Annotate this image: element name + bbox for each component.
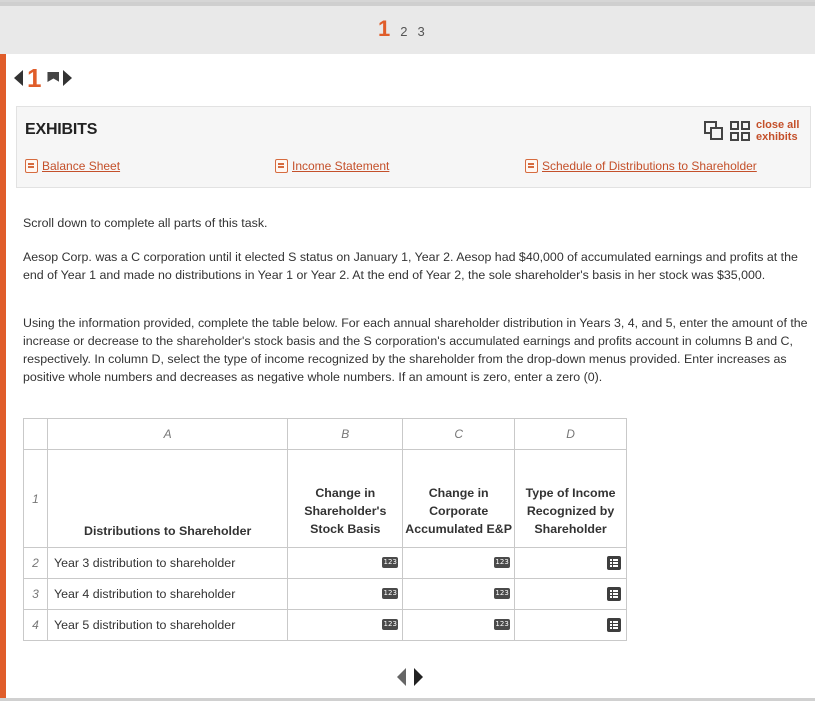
col-letter-a: A	[47, 419, 287, 450]
exhibits-panel	[16, 106, 811, 188]
income-type-dropdown[interactable]	[515, 548, 627, 579]
header-row	[24, 450, 627, 548]
dropdown-list-icon[interactable]	[607, 556, 621, 570]
row-number: 4	[24, 610, 48, 641]
exhibit-link-balance-sheet[interactable]	[25, 159, 120, 173]
tab-1[interactable]: 1	[378, 16, 391, 41]
document-icon	[525, 159, 538, 173]
income-type-dropdown[interactable]	[515, 579, 627, 610]
table-row	[24, 548, 627, 579]
corner-cell	[24, 419, 48, 450]
income-type-dropdown[interactable]	[515, 610, 627, 641]
column-letter-row	[24, 419, 627, 450]
tab-3[interactable]: 3	[417, 24, 425, 39]
grid-icon[interactable]	[730, 121, 750, 141]
numeric-input-icon: 123	[383, 558, 397, 566]
dropdown-list-icon[interactable]	[607, 587, 621, 601]
window-icon[interactable]	[704, 121, 724, 141]
numeric-input-icon: 123	[495, 558, 509, 566]
task-paragraph: Using the information provided, complete the table below. For each annual shareholder distribution in Years 3, 4, and 5, enter the amount of the increase or decrease to the shareholder's stock basis and the S corporation's accumulated earnings and profits account in columns B and C, respectively. In column D, select the type of income recognized by the shareholder from the drop-down menus provided. Enter increases as positive whole numbers and decreases as negative whole numbers. If an amount is zero, enter a zero (0).	[23, 316, 808, 384]
stock-basis-input[interactable]	[288, 548, 403, 579]
header-distributions: Distributions to Shareholder	[47, 450, 287, 548]
header-accumulated-ep: Change in Corporate Accumulated E&P	[403, 450, 515, 548]
exhibit-link-label[interactable]: Income Statement	[292, 159, 390, 173]
next-page-icon[interactable]	[414, 668, 423, 686]
next-question-icon[interactable]	[63, 70, 72, 86]
top-accent-line	[0, 2, 815, 6]
header-stock-basis: Change in Shareholder's Stock Basis	[288, 450, 403, 548]
accumulated-ep-input[interactable]	[403, 548, 515, 579]
question-nav	[14, 64, 72, 92]
col-letter-c: C	[403, 419, 515, 450]
close-all-exhibits[interactable]	[704, 119, 800, 143]
exhibit-link-schedule-distributions[interactable]	[525, 159, 757, 173]
left-accent-rule	[0, 54, 6, 701]
table-row	[24, 610, 627, 641]
flag-icon[interactable]	[47, 72, 59, 84]
row-number: 3	[24, 579, 48, 610]
facts-paragraph: Aesop Corp. was a C corporation until it elected S status on January 1, Year 2. Aesop had $40,000 of accumulated earnings and profits at the end of Year 1 and made no distributions in Year 1 or Year 2. At the end of Year 2, the sole shareholder's basis in her stock was $35,000.	[23, 250, 798, 282]
col-letter-d: D	[515, 419, 627, 450]
row-number: 2	[24, 548, 48, 579]
question-number: 1	[27, 63, 42, 93]
header-income-type: Type of Income Recognized by Shareholder	[515, 450, 627, 548]
row-label: Year 4 distribution to shareholder	[47, 579, 287, 610]
document-icon	[275, 159, 288, 173]
task-tabs	[378, 16, 425, 42]
stock-basis-input[interactable]	[288, 610, 403, 641]
row-label: Year 5 distribution to shareholder	[47, 610, 287, 641]
exhibit-link-label[interactable]: Balance Sheet	[42, 159, 121, 173]
table-row	[24, 579, 627, 610]
close-all-label[interactable]: close all exhibits	[756, 119, 800, 143]
top-strip	[0, 0, 815, 54]
row-label: Year 3 distribution to shareholder	[47, 548, 287, 579]
prev-page-icon[interactable]	[397, 668, 406, 686]
numeric-input-icon: 123	[383, 620, 397, 628]
answer-table	[23, 418, 627, 641]
exhibit-link-income-statement[interactable]	[275, 159, 389, 173]
stock-basis-input[interactable]	[288, 579, 403, 610]
bottom-nav	[397, 668, 423, 686]
document-icon	[25, 159, 38, 173]
exhibit-link-label[interactable]: Schedule of Distributions to Shareholder	[542, 159, 757, 173]
row-number: 1	[24, 450, 48, 548]
accumulated-ep-input[interactable]	[403, 579, 515, 610]
numeric-input-icon: 123	[383, 589, 397, 597]
accumulated-ep-input[interactable]	[403, 610, 515, 641]
col-letter-b: B	[288, 419, 403, 450]
scroll-instruction: Scroll down to complete all parts of this task.	[23, 216, 268, 230]
numeric-input-icon: 123	[495, 589, 509, 597]
prev-question-icon[interactable]	[14, 70, 23, 86]
exhibits-title: EXHIBITS	[25, 121, 98, 138]
numeric-input-icon: 123	[495, 620, 509, 628]
dropdown-list-icon[interactable]	[607, 618, 621, 632]
tab-2[interactable]: 2	[400, 24, 408, 39]
